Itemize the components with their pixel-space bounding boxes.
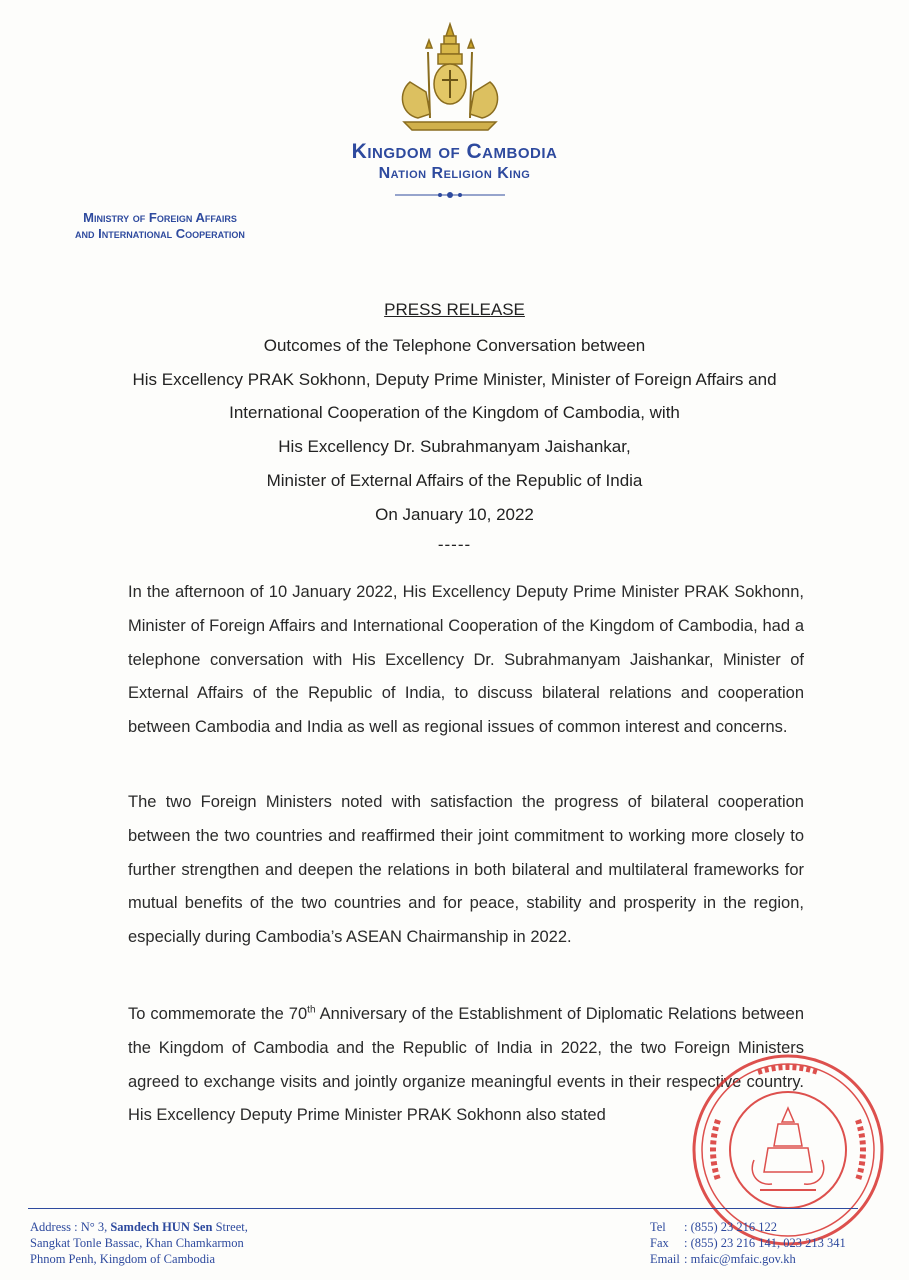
fax-label: Fax (650, 1236, 669, 1250)
address-suffix: Street, (212, 1220, 248, 1234)
address-prefix: Address : N° 3, (30, 1220, 111, 1234)
press-release-label: PRESS RELEASE (384, 300, 525, 319)
contact-tel (650, 1219, 846, 1235)
ministry-name (30, 210, 290, 242)
royal-arms-icon (390, 22, 510, 134)
address-line-3: Phnom Penh, Kingdom of Cambodia (30, 1252, 216, 1266)
body-paragraph-3-rest: Anniversary of the Establishment of Diplomatic Relations between the Kingdom of Cambodia and the Republic of India in 2022, the two Foreign Ministers agreed to exchange visits and jointly organize meaningful events in their respective country. His Excellency Deputy Prime Minister PRAK Sokhonn also stated (128, 1005, 804, 1125)
ministry-line-2: and International Cooperation (75, 226, 245, 241)
title-line-3: International Cooperation of the Kingdom of Cambodia, with (229, 403, 680, 422)
tel-value: : (855) 23 216 122 (684, 1220, 778, 1234)
ordinal-suffix: th (307, 1004, 316, 1016)
title-line-4: His Excellency Dr. Subrahmanyam Jaishankar, (278, 437, 631, 456)
kingdom-heading: Kingdom of Cambodia (351, 140, 558, 163)
body-paragraph-2: The two Foreign Ministers noted with satisfaction the progress of bilateral cooperation between the two countries and reaffirmed their joint commitment to working more closely to further strengthen and deepen the relations in both bilateral and multilateral frameworks for mutual benefits of the two countries and for peace, stability and prosperity in the region, especially during Cambodia’s ASEAN Chairmanship in 2022. (128, 793, 804, 947)
address-line-2: Sangkat Tonle Bassac, Khan Chamkarmon (30, 1236, 244, 1250)
title-date: On January 10, 2022 (375, 505, 534, 524)
ministry-contact (650, 1219, 846, 1267)
address-line-1 (30, 1219, 248, 1235)
title-line-2: His Excellency PRAK Sokhonn, Deputy Prime Minister, Minister of Foreign Affairs and (132, 370, 777, 389)
contact-email (650, 1251, 846, 1267)
address-street: Samdech HUN Sen (110, 1220, 213, 1234)
contact-fax (650, 1235, 846, 1251)
ornament-divider-icon (395, 189, 505, 201)
fax-value: : (855) 23 216 141, 023 213 341 (684, 1236, 846, 1250)
title-separator: ----- (437, 535, 472, 554)
body-paragraph-1: In the afternoon of 10 January 2022, His Excellency Deputy Prime Minister PRAK Sokhonn, Minister of Foreign Affairs and International Cooperation of the Kingdom of Cambodia, had a telephone conversation with His Excellency Dr. Subrahmanyam Jaishankar, Minister of External Affairs of the Republic of India, to discuss bilateral relations and cooperation between Cambodia and India as well as regional issues of common interest and concerns. (128, 583, 804, 737)
title-line-5: Minister of External Affairs of the Republic of India (266, 471, 643, 490)
ministry-line-1: Ministry of Foreign Affairs (83, 210, 237, 225)
title-line-1: Outcomes of the Telephone Conversation between (263, 336, 646, 355)
email-value: : mfaic@mfaic.gov.kh (684, 1252, 796, 1266)
ministry-address (30, 1219, 248, 1267)
tel-label: Tel (650, 1220, 666, 1234)
body-paragraph-3-start: To commemorate the 70 (128, 1005, 308, 1023)
national-motto: Nation Religion King (378, 165, 531, 182)
footer-divider (28, 1208, 858, 1209)
email-label: Email (650, 1252, 680, 1266)
